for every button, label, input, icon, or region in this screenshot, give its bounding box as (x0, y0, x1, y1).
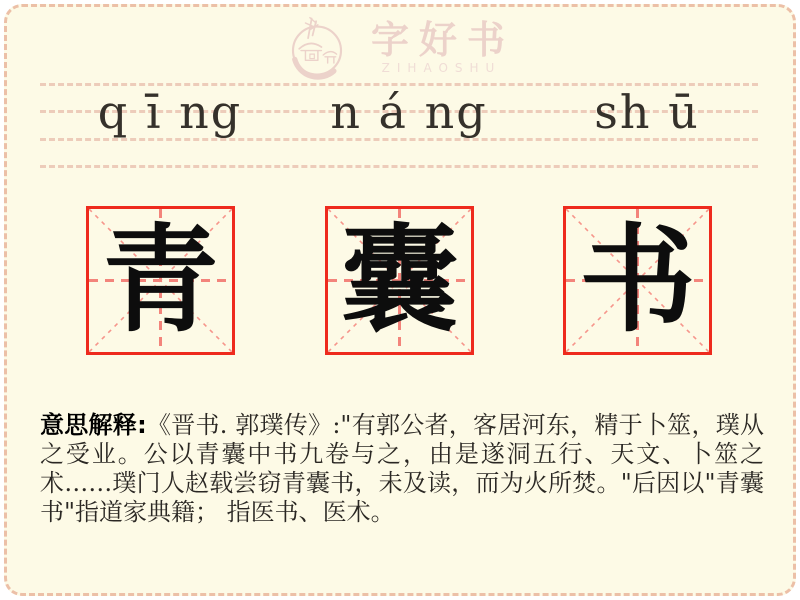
brand-title: 字好书 (370, 18, 515, 62)
hanzi-nang: 囊 (341, 212, 458, 348)
brand-subtitle: ZIHAOSHU (381, 61, 502, 75)
meaning-label: 意思解释: (40, 411, 147, 439)
pinyin-guide-line-4 (40, 165, 758, 168)
hanzi-qing: 青 (102, 212, 219, 348)
pinyin-shu: sh ū (594, 85, 700, 139)
meaning-section (40, 411, 764, 527)
brand-text (361, 19, 515, 75)
meaning-text: 《晋书. 郭璞传》:"有郭公者，客居河东，精于卜筮，璞从之受业。公以青囊中书九卷与之，由是遂洞五行、天文、卜筮之术……璞门人赵载尝窃青囊书，未及读，而为火所焚。"后因以"青囊书"指道家典籍； 指医书、医术。 (40, 411, 764, 526)
zihaoshu-emblem-icon (285, 14, 349, 80)
char-box-nang (325, 206, 474, 355)
char-box-qing (86, 206, 235, 355)
hanzi-shu: 书 (579, 212, 696, 348)
pinyin-qing: q ī ng (97, 85, 243, 139)
char-box-shu (563, 206, 712, 355)
pinyin-nang: n á ng (330, 85, 488, 139)
brand-logo (0, 12, 800, 82)
